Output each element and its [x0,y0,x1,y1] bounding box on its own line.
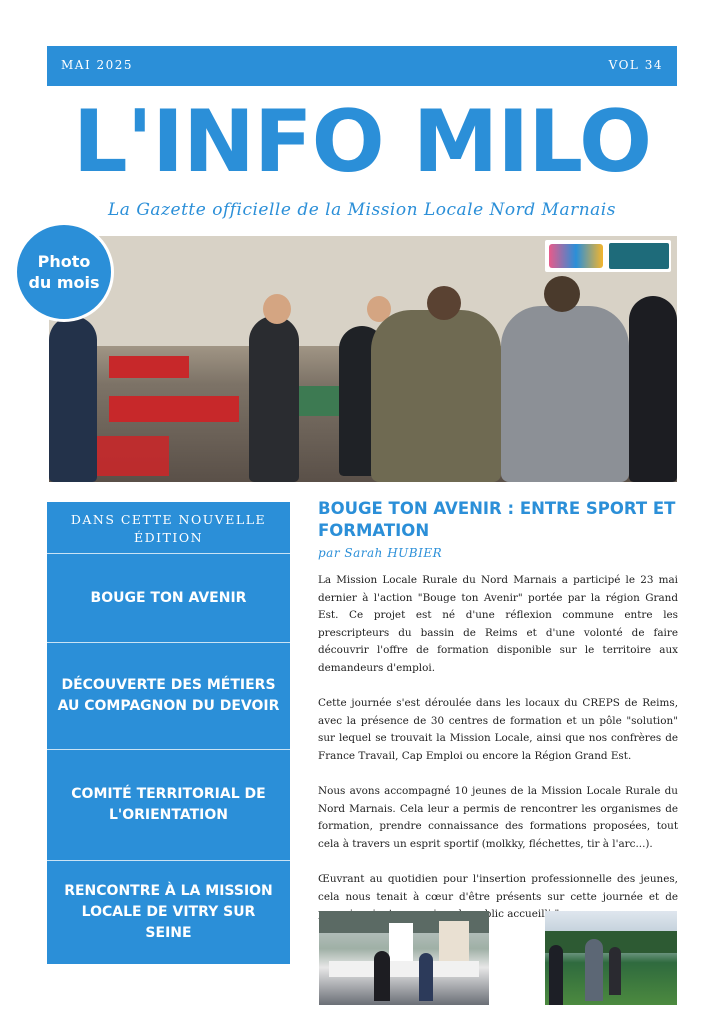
photo-visitor [374,951,390,1001]
photo-of-the-month [49,236,677,482]
photo-tables [329,961,479,977]
article-paragraph: La Mission Locale Rurale du Nord Marnais a participé le 23 mai dernier à l'action "Bouge ton Avenir" portée par la région Grand Est. Ce projet est né d'une réflexion commune entre les prescripteurs du bassin de Reims et d'une volonté de faire découvrir l'offre de formation disponible sur le territoire aux demandeurs d'emploi. [318,574,678,674]
issue-date: MAI 2025 [61,58,134,72]
photo-person-6 [49,316,97,482]
toc-item-compagnon-du-devoir[interactable]: DÉCOUVERTE DES MÉTIERS AU COMPAGNON DU DEVOIR [57,677,280,714]
photo-red-drawers [109,396,239,422]
photo-of-month-badge [14,222,114,322]
article-paragraph: Nous avons accompagné 10 jeunes de la Mission Locale Rurale du Nord Marnais. Cela leur a permis de rencontrer les organismes de formation, prendre connaissance des formations proposées, tout cela à travers un esprit sportif (molkky, fléchettes, tir à l'arc...). [318,785,678,850]
photo-person-5 [629,296,677,482]
article-author: par Sarah HUBIER [318,546,443,560]
photo-person-1-head [263,294,291,324]
photo-red-tray [109,356,189,378]
newsletter-title: L'INFO MILO [72,92,652,192]
toc-item-comite-territorial[interactable]: COMITÉ TERRITORIAL DE L'ORIENTATION [71,786,266,823]
article-title: BOUGE TON AVENIR : ENTRE SPORT ET FORMATION [318,499,676,540]
photo-person-4 [501,306,629,482]
photo-person-4-head [544,276,580,312]
photo-person-1 [249,316,299,482]
toc-item-vitry-sur-seine[interactable]: RENCONTRE À LA MISSION LOCALE DE VITRY SUR SEINE [64,883,273,941]
table-of-contents [47,502,290,964]
mission-locale-logo-mark [549,244,603,268]
article-paragraph: Œuvrant au quotidien pour l'insertion professionnelle des jeunes, cela nous tenait à cœur d'être présents sur cette journée et de accueilli." [318,873,678,921]
labellise-logo-mark [609,243,669,269]
photo-walker [609,947,621,995]
toc-heading: DANS CETTE NOUVELLE ÉDITION [70,512,267,545]
event-photo-outdoor [545,911,677,1005]
badge-line-2: du mois [28,273,100,292]
badge-line-1: Photo [37,252,91,271]
event-photo-stands [319,911,489,1005]
top-banner [47,46,677,86]
mission-locale-logo [545,240,671,272]
toc-item-bouge-ton-avenir[interactable]: BOUGE TON AVENIR [90,589,247,606]
photo-visitor [419,953,433,1001]
article-paragraph: Cette journée s'est déroulée dans les locaux du CREPS de Reims, avec la présence de 30 centres de formation et un pôle "solution" sur lequel se trouvait la Mission Locale, ainsi que nos confrères de France Travail, Cap Emploi ou encore la Région Grand Est. [318,697,678,762]
photo-walker [585,939,603,1001]
article-body [318,572,678,941]
newsletter-subtitle: La Gazette officielle de la Mission Locale Nord Marnais [108,200,616,220]
photo-person-3-head [427,286,461,320]
photo-walker [549,945,563,1005]
photo-person-3 [371,310,501,482]
issue-volume: VOL 34 [608,58,663,72]
